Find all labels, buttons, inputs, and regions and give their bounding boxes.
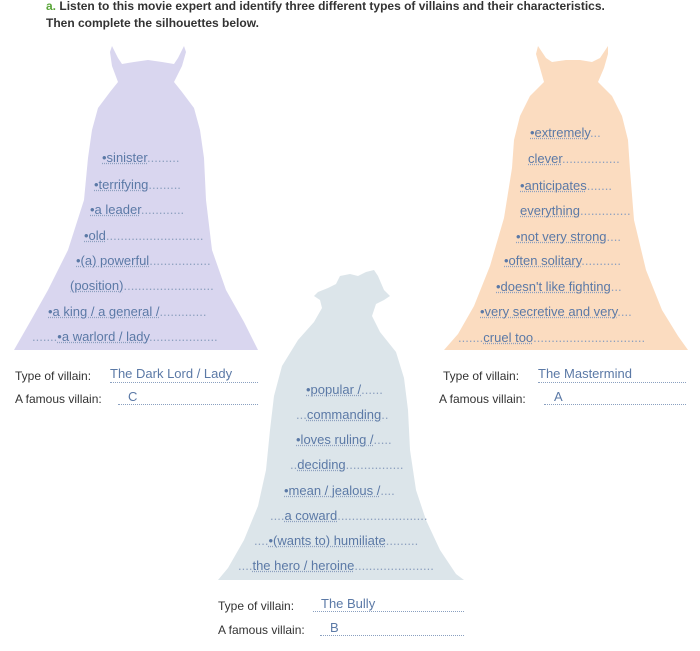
list-item: ..deciding................ — [290, 457, 404, 472]
famous-villain-label: A famous villain: — [439, 392, 526, 406]
list-item: •loves ruling /..... — [296, 432, 392, 447]
list-item: •mean / jealous /.... — [284, 483, 395, 498]
mastermind-famous-answer[interactable]: A — [544, 389, 686, 405]
list-item: •often solitary........... — [504, 253, 622, 268]
instruction-line-2: Then complete the silhouettes below. — [46, 16, 259, 30]
instruction-line-1: Listen to this movie expert and identify three different types of villains and their characteristics. — [59, 0, 605, 13]
list-item: •extremely... — [530, 125, 601, 140]
list-item: •old........................... — [84, 228, 204, 243]
list-item: •anticipates....... — [520, 178, 612, 193]
bully-famous-answer[interactable]: B — [320, 620, 464, 636]
list-item: .......•a warlord / lady................... — [32, 329, 218, 344]
list-item: •a leader............ — [90, 202, 185, 217]
list-item: •a king / a general /............. — [48, 304, 207, 319]
list-item: ....•(wants to) humiliate......... — [254, 533, 419, 548]
list-item: everything.............. — [520, 203, 631, 218]
list-item: •popular /...... — [306, 382, 383, 397]
famous-villain-label: A famous villain: — [15, 392, 102, 406]
list-item: •(a) powerful................. — [76, 253, 211, 268]
bully-type-answer[interactable]: The Bully — [313, 596, 464, 612]
mastermind-type-answer[interactable]: The Mastermind — [538, 366, 686, 383]
type-of-villain-label: Type of villain: — [15, 369, 92, 383]
type-of-villain-label: Type of villain: — [443, 369, 520, 383]
list-item: clever................ — [528, 151, 620, 166]
list-item: •doesn't like fighting... — [496, 279, 622, 294]
list-item: •very secretive and very.... — [480, 304, 632, 319]
list-item: •sinister......... — [102, 150, 180, 165]
dark-lord-type-answer[interactable]: The Dark Lord / Lady — [110, 366, 258, 383]
dark-lord-famous-answer[interactable]: C — [118, 389, 258, 405]
list-item: •not very strong.... — [516, 229, 621, 244]
exercise-letter: a. — [46, 0, 57, 13]
list-item: ....a coward......................... — [270, 508, 428, 523]
list-item: ....the hero / heroine...................... — [238, 558, 434, 573]
type-of-villain-label: Type of villain: — [218, 599, 295, 613]
famous-villain-label: A famous villain: — [218, 623, 305, 637]
list-item: (position)......................... — [70, 278, 214, 293]
list-item: •terrifying......... — [94, 177, 181, 192]
list-item: .......cruel too............................... — [458, 330, 646, 345]
list-item: ...commanding.. — [296, 407, 389, 422]
